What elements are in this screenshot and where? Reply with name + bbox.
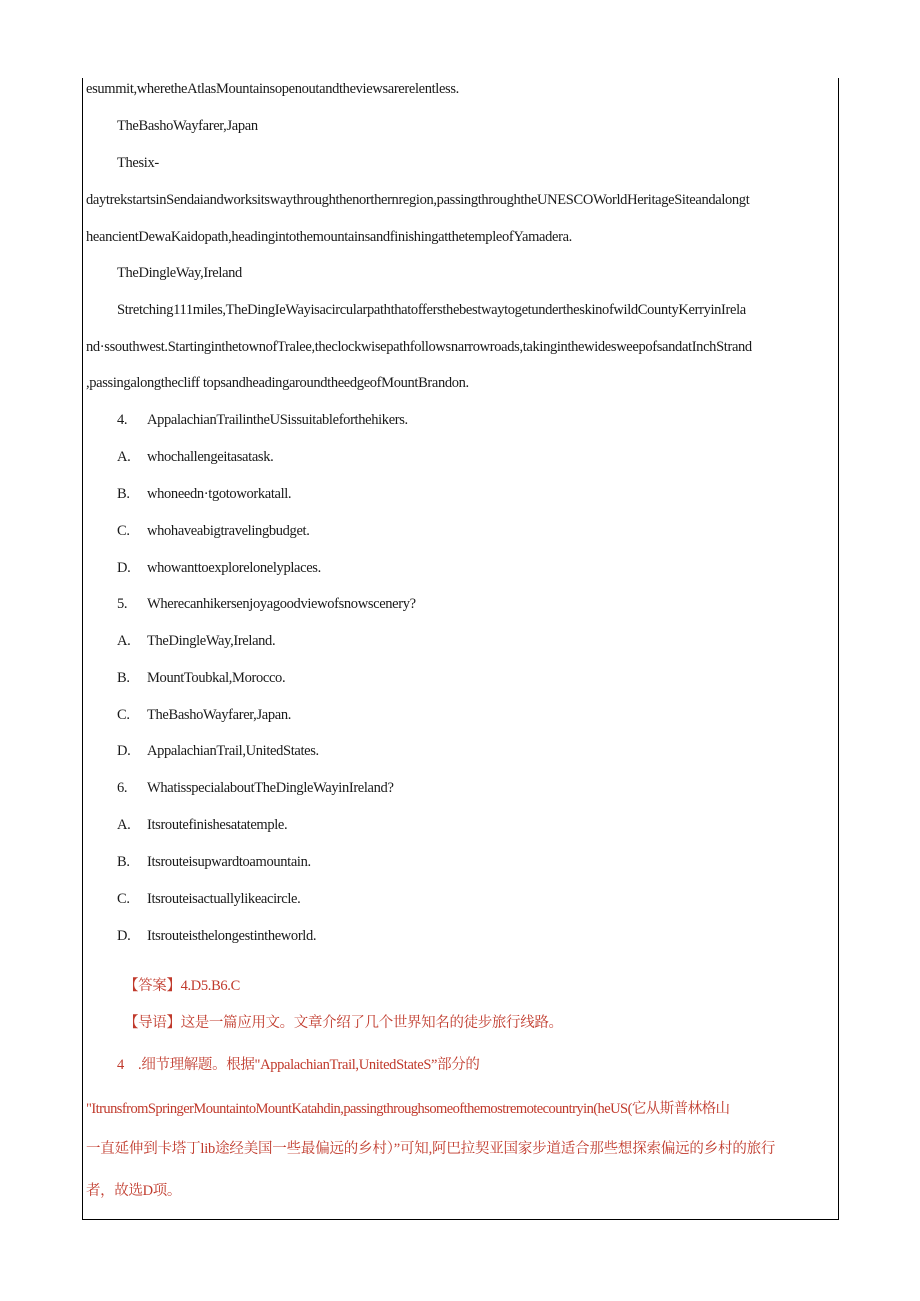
answer-value: 4.D5.B6.C: [180, 978, 240, 994]
explanation-line: 一直延伸到卡塔丁lib途经美国一些最偏远的乡村）”可知,阿巴拉契亚国家步道适合那些想探索偏远的乡村的旅行: [86, 1141, 776, 1157]
option-letter: B.: [117, 854, 130, 870]
option-letter: A.: [117, 633, 131, 649]
option-text: whohaveabigtravelingbudget.: [147, 523, 310, 539]
option-letter: C.: [117, 891, 130, 907]
passage-line: nd·ssouthwest.StartinginthetownofTralee,theclockwisepathfollowsnarrowroads,takinginthewidesweepofsandatInchStrand: [86, 339, 752, 355]
question-number: 4.: [117, 412, 128, 428]
question-stem: WhatisspecialaboutTheDingleWayinIreland?: [147, 780, 394, 796]
passage-line: esummit,wheretheAtlasMountainsopenoutandtheviewsarerelentless.: [86, 81, 459, 97]
answer-line: [124, 977, 240, 995]
option-5a[interactable]: [117, 632, 275, 650]
guide-line: [124, 1014, 563, 1032]
option-4b[interactable]: [117, 485, 291, 503]
question-5: [117, 595, 416, 613]
option-6b[interactable]: [117, 853, 311, 871]
question-number: 6.: [117, 780, 128, 796]
option-text: whoneedn·tgotoworkatall.: [147, 486, 292, 502]
option-text: AppalachianTrail,UnitedStates.: [147, 743, 319, 759]
option-text: Itsrouteisactuallylikeacircle.: [147, 891, 301, 907]
option-text: Itsroutefinishesatatemple.: [147, 817, 288, 833]
option-6a[interactable]: [117, 816, 287, 834]
question-stem: Wherecanhikersenjoyagoodviewofsnowscenery?: [147, 596, 416, 612]
option-text: MountToubkal,Morocco.: [147, 670, 286, 686]
passage-line: heancientDewaKaidopath,headingintothemountainsandfinishingatthetempleofYamadera.: [86, 229, 572, 245]
option-5c[interactable]: [117, 706, 291, 724]
option-letter: A.: [117, 817, 131, 833]
option-letter: D.: [117, 928, 131, 944]
option-letter: B.: [117, 486, 130, 502]
question-number: 5.: [117, 596, 128, 612]
option-6d[interactable]: [117, 927, 316, 945]
route-title-basho: TheBashoWayfarer,Japan: [117, 118, 258, 134]
question-6: [117, 779, 394, 797]
guide-text: 这是一篇应用文。文章介绍了几个世界知名的徒步旅行线路。: [180, 1015, 563, 1031]
guide-label: 【导语】: [124, 1015, 181, 1031]
passage-line: Thesix-: [117, 155, 159, 171]
explanation-line: 者，故选D项。: [86, 1183, 182, 1199]
passage-line: ,passingalongthecliff topsandheadingaroundtheedgeofMountBrandon.: [86, 375, 469, 391]
option-4c[interactable]: [117, 522, 309, 540]
option-letter: B.: [117, 670, 130, 686]
answer-label: 【答案】: [124, 978, 181, 994]
question-4: [117, 411, 408, 429]
option-4a[interactable]: [117, 448, 273, 466]
option-text: Itsrouteisupwardtoamountain.: [147, 854, 311, 870]
option-5d[interactable]: [117, 742, 319, 760]
option-letter: D.: [117, 743, 131, 759]
passage-line: Stretching111miles,TheDingIeWayisacircularpaththatoffersthebestwaytogetundertheskinofwildCountyKerryinIrela: [117, 302, 746, 318]
option-letter: A.: [117, 449, 131, 465]
question-stem: AppalachianTrailintheUSissuitableforthehikers.: [147, 412, 408, 428]
option-4d[interactable]: [117, 559, 321, 577]
option-text: TheBashoWayfarer,Japan.: [147, 707, 291, 723]
option-text: TheDingleWay,Ireland.: [147, 633, 276, 649]
explanation-line: "ItrunsfromSpringerMountaintoMountKatahdin,passingthroughsomeofthemostremotecountryin(heUS(它从斯普林格山: [86, 1101, 730, 1117]
option-letter: C.: [117, 707, 130, 723]
option-text: whowanttoexplorelonelyplaces.: [147, 560, 321, 576]
option-6c[interactable]: [117, 890, 300, 908]
option-5b[interactable]: [117, 669, 285, 687]
option-letter: C.: [117, 523, 130, 539]
route-title-dingle: TheDingleWay,Ireland: [117, 265, 242, 281]
option-letter: D.: [117, 560, 131, 576]
option-text: Itsrouteisthelongestintheworld.: [147, 928, 317, 944]
explanation-line: 4 .细节理解题。根据"AppalachianTrail,UnitedStateS”部分的: [117, 1057, 480, 1073]
option-text: whochallengeitasatask.: [147, 449, 274, 465]
passage-line: daytrekstartsinSendaiandworksitswaythroughthenorthernregion,passingthroughtheUNESCOWorldHeritageSiteandalongt: [86, 192, 750, 208]
